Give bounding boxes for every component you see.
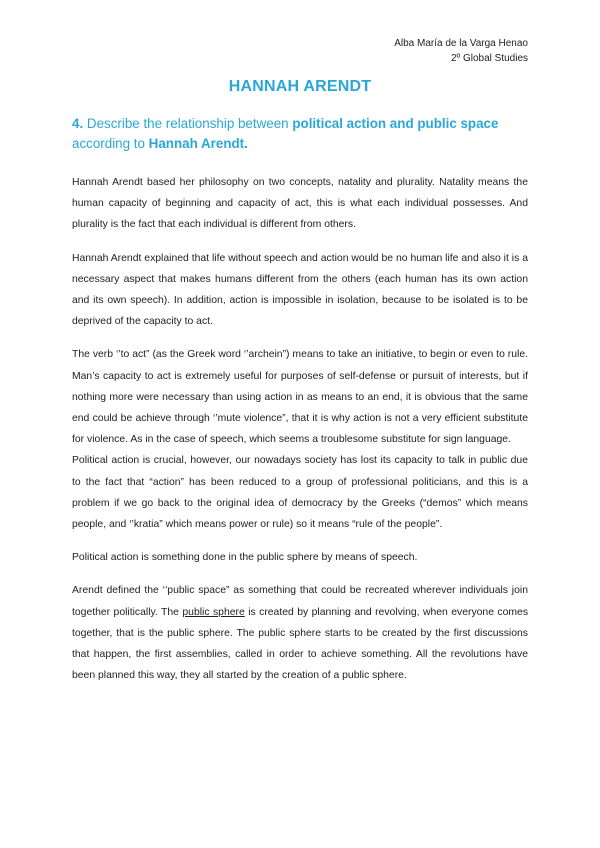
page-header bbox=[72, 36, 528, 66]
course-name: 2º Global Studies bbox=[450, 53, 528, 64]
document-title: HANNAH ARENDT bbox=[228, 78, 372, 95]
question-text-1: Describe the relationship between bbox=[83, 116, 293, 131]
question-bold-1: political action and public space bbox=[292, 116, 499, 131]
paragraph-2: Hannah Arendt explained that life without speech and action would be no human life and also it is a necessary aspect that makes humans different from the others (each human has its own action and its own speech). In addition, action is impossible in isolation, because to be isolated is to be deprived of the capacity to act. bbox=[72, 252, 528, 328]
paragraph-3: The verb ‘’to act” (as the Greek word ‘’archein”) means to take an initiative, to begin or even to rule. Man’s capacity to act is extremely useful for purposes of self-defense or pursuit of interests, but if nothing more were necessary than using action in as means to an end, it is obvious that the same end could be achieve through ‘’mute violence”, that it is why action is not a very efficient substitute for violence. As in the case of speech, which seems a troublesome substitute for sign language. bbox=[72, 349, 528, 446]
paragraph-5: Political action is something done in the public sphere by means of speech. bbox=[72, 552, 418, 564]
author-name: Alba María de la Varga Henao bbox=[394, 38, 528, 49]
paragraph-6-text-b: is created by planning and revolving, when everyone comes together, that is the public sphere. The public sphere starts to be created by the first discussions that happen, the first assemblies, called in order to achieve something. All the revolutions have been planned this way, they all started by the creation of a public sphere. bbox=[72, 606, 529, 682]
paragraph-6 bbox=[72, 580, 528, 686]
question-text-2: according to bbox=[72, 136, 149, 151]
question-heading bbox=[72, 114, 528, 154]
paragraph-6-text-a: Arendt defined the ‘’public space” as something that could be recreated wherever individuals join together politically. The bbox=[72, 585, 528, 618]
question-bold-2: Hannah Arendt. bbox=[148, 136, 248, 151]
answer-body bbox=[72, 172, 528, 686]
paragraph-1: Hannah Arendt based her philosophy on two concepts, natality and plurality. Natality means the human capacity of beginning and capacity of act, this is what each individual possesses. And plurality is the fact that each individual is different from others. bbox=[72, 177, 528, 231]
public-sphere-underlined: public sphere bbox=[182, 606, 245, 618]
paragraph-4: Political action is crucial, however, our nowadays society has lost its capacity to talk in public due to the fact that “action” has been reduced to a group of professional politicians, and this is a problem if we go back to the original idea of democracy by the Greeks (“demos” which means people, and ‘’kratia” which means power or rule) so it means “rule of the people”. bbox=[72, 455, 528, 531]
question-number: 4. bbox=[72, 116, 84, 131]
